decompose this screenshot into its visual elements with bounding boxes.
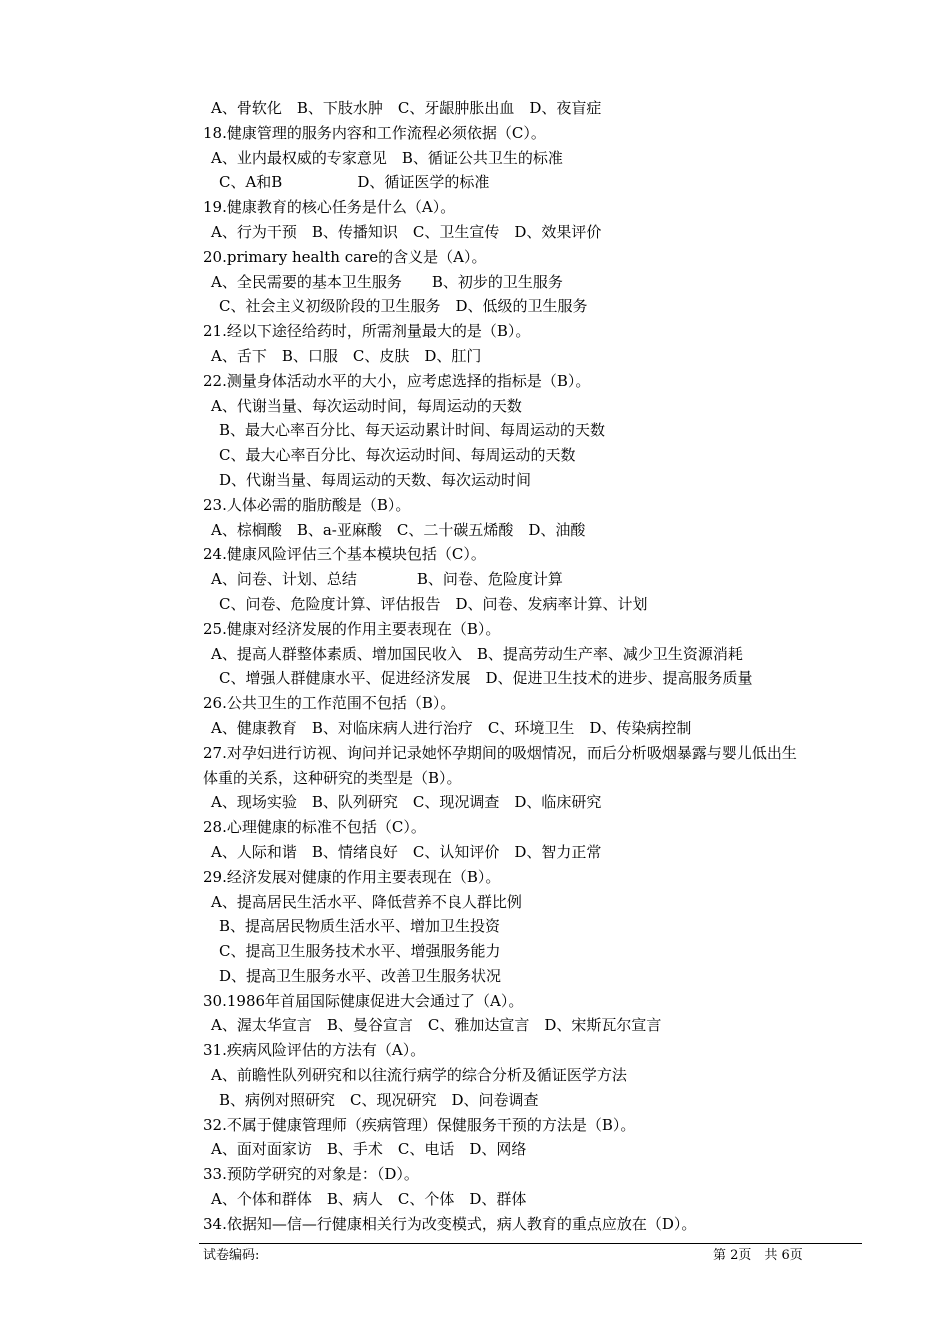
question-line: 29.经济发展对健康的作用主要表现在（B）。 (203, 867, 501, 886)
option-line: A、提高人群整体素质、增加国民收入 B、提高劳动生产率、减少卫生资源消耗 (211, 644, 743, 663)
question-line: 22.测量身体活动水平的大小，应考虑选择的指标是（B）。 (203, 371, 591, 390)
question-line: 20.primary health care的含义是（A）。 (203, 247, 487, 266)
option-line: D、提高卫生服务水平、改善卫生服务状况 (219, 966, 502, 985)
option-line: A、骨软化 B、下肢水肿 C、牙龈肿胀出血 D、夜盲症 (211, 99, 602, 117)
option-line: C、提高卫生服务技术水平、增强服务能力 (219, 942, 501, 961)
question-line: 24.健康风险评估三个基本模块包括（C）。 (203, 545, 486, 564)
question-line: 25.健康对经济发展的作用主要表现在（B）。 (203, 619, 501, 638)
option-line: A、代谢当量、每次运动时间，每周运动的天数 (211, 396, 522, 415)
question-line: 26.公共卫生的工作范围不包括（B）。 (203, 694, 456, 713)
option-line: A、棕榈酸 B、a-亚麻酸 C、二十碳五烯酸 D、油酸 (211, 520, 586, 539)
exam-code-label: 试卷编码: (203, 1248, 260, 1263)
option-line: A、人际和谐 B、情绪良好 C、认知评价 D、智力正常 (211, 842, 602, 861)
question-line: 19.健康教育的核心任务是什么（A）。 (203, 198, 456, 217)
option-line: A、面对面家访 B、手术 C、电话 D、网络 (211, 1140, 527, 1159)
option-line: A、个体和群体 B、病人 C、个体 D、群体 (211, 1190, 527, 1209)
question-list (203, 96, 868, 1237)
option-line: A、前瞻性队列研究和以往流行病学的综合分析及循证医学方法 (211, 1066, 627, 1085)
question-line: 32.不属于健康管理师（疾病管理）保健服务干预的方法是（B）。 (203, 1115, 636, 1134)
footer-divider (199, 1243, 862, 1244)
page-number: 第 2页 共 6页 (713, 1248, 803, 1263)
question-line: 28.心理健康的标准不包括（C）。 (203, 818, 426, 837)
option-line: A、问卷、计划、总结 B、问卷、危险度计算 (211, 570, 563, 589)
option-line: C、社会主义初级阶段的卫生服务 D、低级的卫生服务 (219, 297, 588, 316)
question-line: 27.对孕妇进行访视、询问并记录她怀孕期间的吸烟情况，而后分析吸烟暴露与婴儿低出生 (203, 743, 797, 762)
question-line: 31.疾病风险评估的方法有（A）。 (203, 1041, 426, 1060)
option-line: A、提高居民生活水平、降低营养不良人群比例 (211, 892, 522, 911)
option-line: A、渥太华宣言 B、曼谷宣言 C、雅加达宣言 D、宋斯瓦尔宣言 (211, 1016, 662, 1035)
option-line: A、健康教育 B、对临床病人进行治疗 C、环境卫生 D、传染病控制 (211, 718, 692, 737)
option-line: A、全民需要的基本卫生服务 B、初步的卫生服务 (211, 272, 563, 291)
option-line: A、业内最权威的专家意见 B、循证公共卫生的标准 (211, 148, 563, 167)
option-line: C、最大心率百分比、每次运动时间、每周运动的天数 (219, 446, 576, 465)
option-line: C、增强人群健康水平、促进经济发展 D、促进卫生技术的进步、提高服务质量 (219, 669, 753, 688)
option-line: B、提高居民物质生活水平、增加卫生投资 (219, 917, 501, 936)
question-line: 18.健康管理的服务内容和工作流程必须依据（C）。 (203, 123, 546, 142)
option-line: D、代谢当量、每周运动的天数、每次运动时间 (219, 470, 532, 489)
option-line: A、行为干预 B、传播知识 C、卫生宣传 D、效果评价 (211, 222, 602, 241)
question-line: 34.依据知—信—行健康相关行为改变模式，病人教育的重点应放在（D）。 (203, 1214, 697, 1233)
question-line: 30.1986年首届国际健康促进大会通过了（A）。 (203, 991, 524, 1010)
option-line: C、A和B D、循证医学的标准 (219, 173, 490, 192)
option-line: B、最大心率百分比、每天运动累计时间、每周运动的天数 (219, 421, 606, 440)
question-line: 23.人体必需的脂肪酸是（B）。 (203, 495, 411, 514)
question-line: 21.经以下途径给药时，所需剂量最大的是（B）。 (203, 322, 531, 341)
question-line: 体重的关系，这种研究的类型是（B）。 (203, 768, 462, 787)
option-line: B、病例对照研究 C、现况研究 D、问卷调查 (219, 1090, 539, 1109)
option-line: A、舌下 B、口服 C、皮肤 D、肛门 (211, 346, 482, 365)
question-line: 33.预防学研究的对象是：（D）。 (203, 1165, 419, 1184)
option-line: A、现场实验 B、队列研究 C、现况调查 D、临床研究 (211, 793, 602, 812)
option-line: C、问卷、危险度计算、评估报告 D、问卷、发病率计算、计划 (219, 594, 648, 613)
